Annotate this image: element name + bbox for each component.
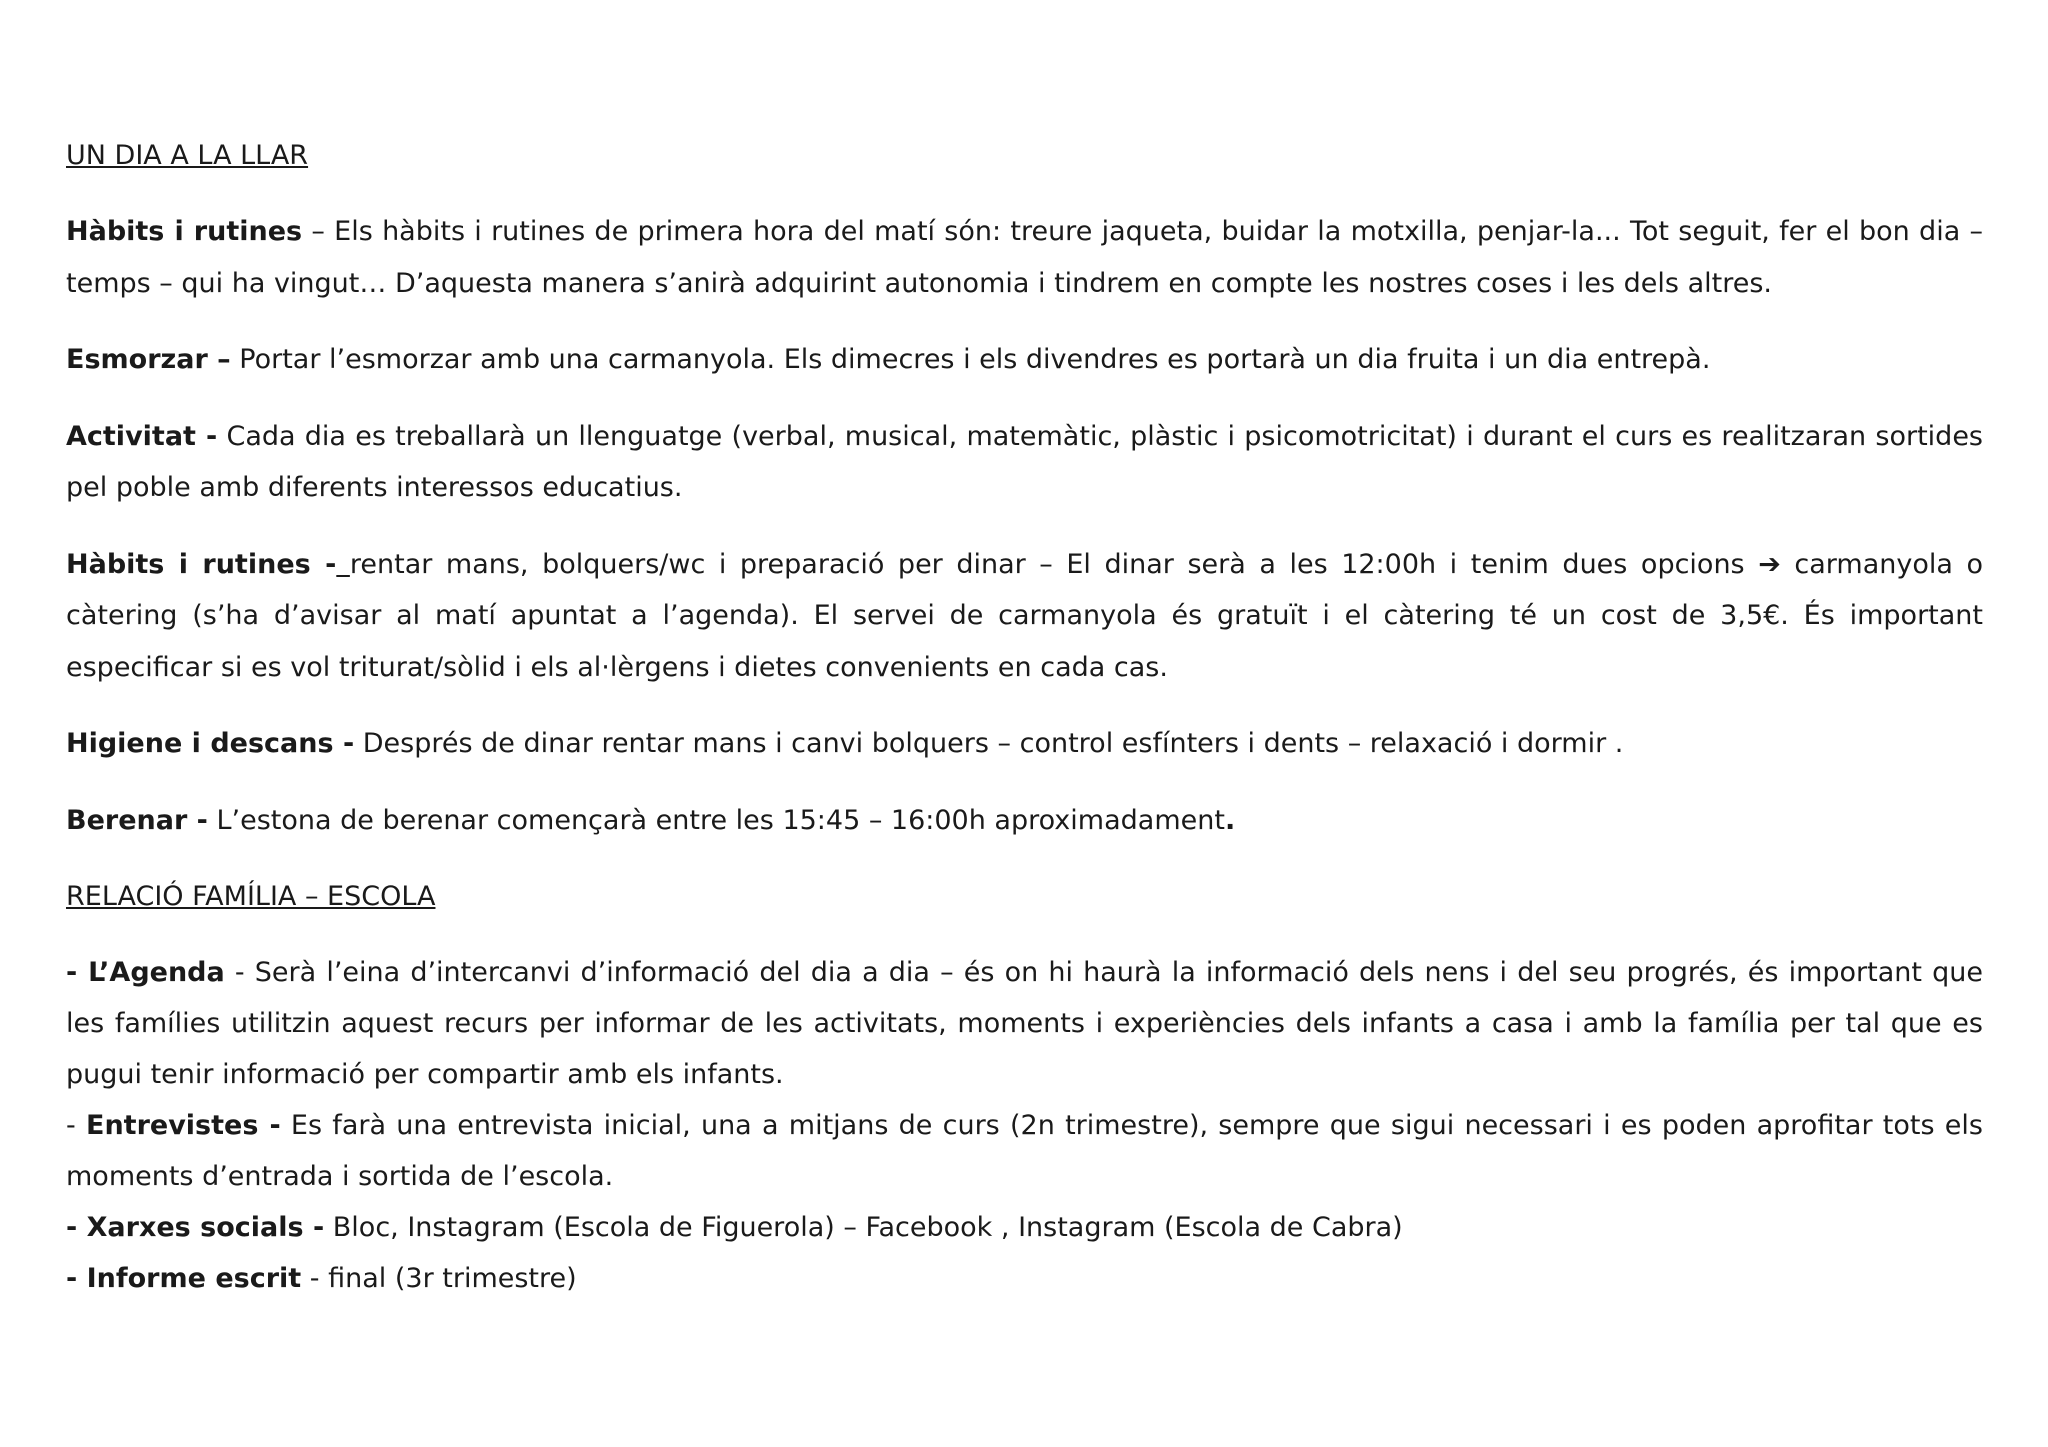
paragraph-berenar: Berenar - L’estona de berenar començarà entre les 15:45 – 16:00h aproximadament. <box>66 804 1236 836</box>
text-activitat: Cada dia es treballarà un llenguatge (verbal, musical, matemàtic, plàstic i psicomotricitat) i durant el curs es realitzaran sortides pel poble amb diferents interessos educatius. <box>66 420 1983 503</box>
label-activitat: Activitat - <box>66 420 218 452</box>
text-dinar-b: carmanyola o càtering (s’ha d’avisar al matí apuntat a l’agenda). El servei de carmanyola és gratuït i el càtering té un cost de 3,5€. És important especificar si es vol triturat/sòlid i els al·lèrgens i dietes convenients en cada cas. <box>66 548 1984 683</box>
label-berenar: Berenar - <box>66 804 208 836</box>
paragraph-activitat <box>66 411 1983 514</box>
list-item-informe-escrit <box>66 1253 1983 1304</box>
text-higiene-descans: Després de dinar rentar mans i canvi bolquers – control esfínters i dents – relaxació i dormir . <box>354 728 1624 759</box>
section-heading-un-dia-a-la-llar: UN DIA A LA LLAR <box>66 140 309 171</box>
text-habits-rutines: Els hàbits i rutines de primera hora del matí són: treure jaqueta, buidar la motxilla, penjar-la... Tot seguit, fer el bon dia – temps – qui ha vingut… D’aquesta manera s’anirà adquirint autonomia i tindrem en compte les nostres coses i les dels altres. <box>66 216 1984 299</box>
label-esmorzar: Esmorzar – <box>66 344 231 375</box>
label-entrevistes: Entrevistes - <box>86 1110 281 1141</box>
label-habits-rutines-dinar: Hàbits i rutines - <box>66 548 337 580</box>
text-dinar-a: rentar mans, bolquers/wc i preparació per dinar – El dinar serà a les 12:00h i tenim dues opcions <box>349 548 1745 580</box>
label-xarxes-socials: - Xarxes socials - <box>66 1212 325 1243</box>
paragraph-esmorzar <box>66 334 1983 386</box>
label-habits-rutines: Hàbits i rutines <box>66 216 303 247</box>
list-item-xarxes-socials <box>66 1202 1983 1253</box>
text-agenda: - Serà l’eina d’intercanvi d’informació del dia a dia – és on hi haurà la informació dels nens i del seu progrés, és important que les famílies utilitzin aquest recurs per informar de les activitats, moments i experiències dels infants a casa i amb la família per tal que es pugui tenir informació per compartir amb els infants. <box>66 957 1983 1090</box>
paragraph-habits-rutines-mati: Hàbits i rutines – Els hàbits i rutines de primera hora del matí són: treure jaqueta, buidar la motxilla, penjar-la... Tot seguit, fer el bon dia – temps – qui ha vingut… D’aquesta manera s’anirà adquirint autonomia i tindrem en compte les nostres coses i les dels altres. <box>66 216 1984 299</box>
text-entrevistes: Es farà una entrevista inicial, una a mitjans de curs (2n trimestre), sempre que sigui necessari i es poden aprofitar tots els moments d’entrada i sortida de l’escola. <box>66 1110 1983 1192</box>
section-heading-relacio-familia-escola: RELACIÓ FAMÍLIA – ESCOLA <box>66 881 436 912</box>
text-esmorzar: Portar l’esmorzar amb una carmanyola. Els dimecres i els divendres es portarà un dia fruita i un dia entrepà. <box>230 344 1711 375</box>
text-xarxes-socials: Bloc, Instagram (Escola de Figuerola) – Facebook , Instagram (Escola de Cabra) <box>324 1212 1403 1243</box>
list-item-entrevistes: - Entrevistes - Es farà una entrevista inicial, una a mitjans de curs (2n trimestre), sempre que sigui necessari i es poden aprofitar tots els moments d’entrada i sortida de l’escola. <box>66 1110 1983 1192</box>
text-berenar: L’estona de berenar començarà entre les 15:45 – 16:00h aproximadament <box>207 804 1225 836</box>
text-informe-escrit: - final (3r trimestre) <box>301 1263 577 1294</box>
list-item-agenda <box>66 947 1983 1100</box>
label-higiene-descans: Higiene i descans - <box>66 728 355 759</box>
label-informe-escrit: - Informe escrit <box>66 1263 302 1294</box>
arrow-icon: ➔ <box>1758 548 1781 580</box>
paragraph-habits-rutines-dinar <box>66 539 1983 694</box>
label-agenda: - L’Agenda <box>66 957 225 988</box>
paragraph-higiene-descans <box>66 718 1983 770</box>
document-page <box>66 130 1983 1304</box>
